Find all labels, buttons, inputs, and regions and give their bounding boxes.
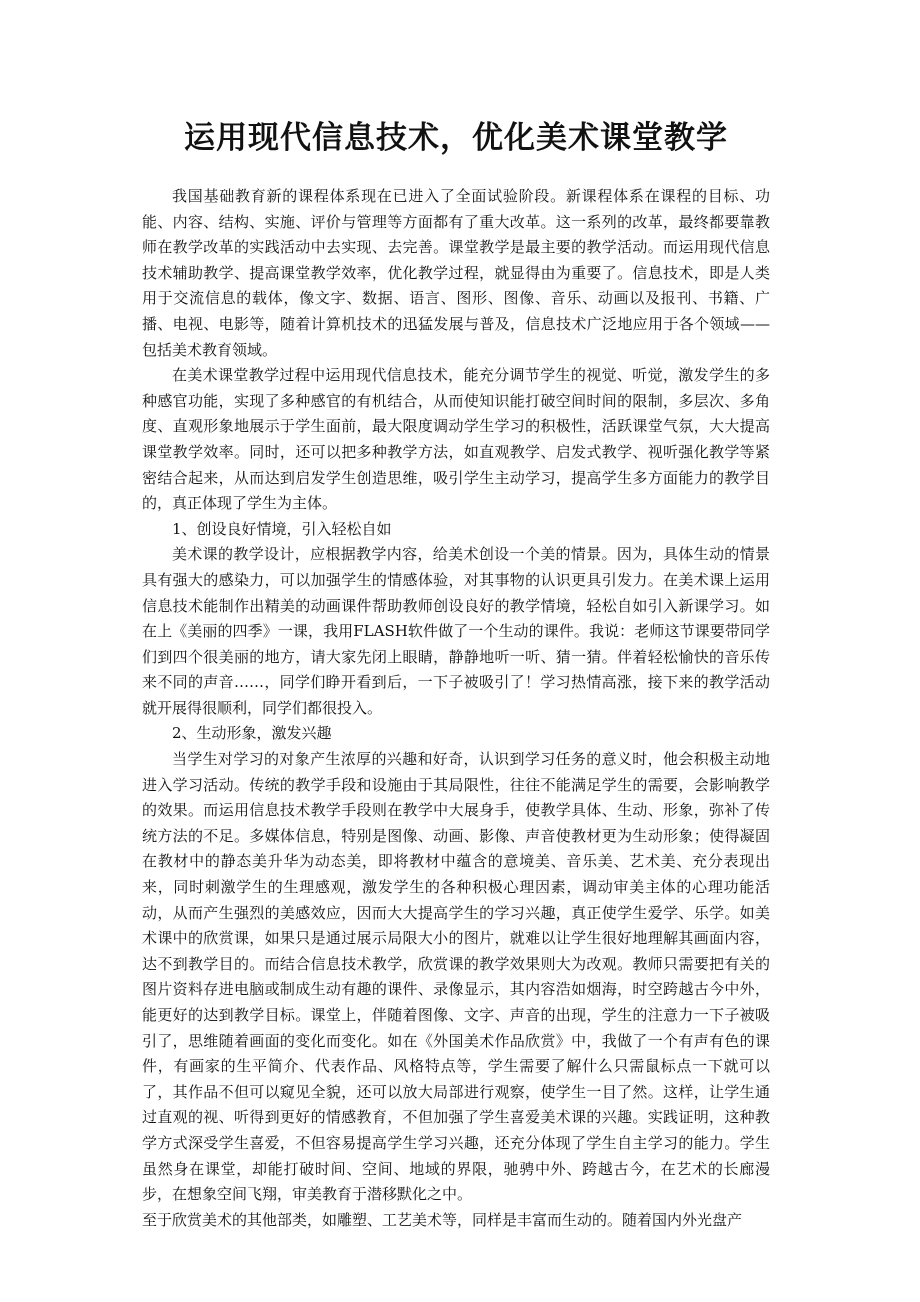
paragraph-intro: 我国基础教育新的课程体系现在已进入了全面试验阶段。新课程体系在课程的目标、功能、内容、结构、实施、评价与管理等方面都有了重大改革。这一系列的改革，最终都要靠教师在教学改革的实践活动中去实现、去完善。课堂教学是最主要的教学活动。而运用现代信息技术辅助教学、提高课堂教学效率，优化教学过程，就显得由为重要了。信息技术，即是人类用于交流信息的载体，像文字、数据、语言、图形、图像、音乐、动画以及报刊、书籍、广播、电视、电影等，随着计算机技术的迅猛发展与普及，信息技术广泛地应用于各个领域——包括美术教育领域。 [142, 187, 770, 359]
paragraph-section-2: 当学生对学习的对象产生浓厚的兴趣和好奇，认识到学习任务的意义时，他会积极主动地进入学习活动。传统的教学手段和设施由于其局限性，往往不能满足学生的需要，会影响教学的效果。而运用信息技术教学手段则在教学中大展身手，使教学具体、生动、形象，弥补了传统方法的不足。多媒体信息，特别是图像、动画、影像、声音使教材更为生动形象；使得凝固在教材中的静态美升华为动态美，即将教材中蕴含的意境美、音乐美、艺术美、充分表现出来，同时刺激学生的生理感观，激发学生的各种积极心理因素，调动审美主体的心理功能活动，从而产生强烈的美感效应，因而大大提高学生的学习兴趣，真正使学生爱学、乐学。如美术课中的欣赏课，如果只是通过展示局限大小的图片，就难以让学生很好地理解其画面内容，达不到教学目的。而结合信息技术教学，欣赏课的教学效果则大为改观。教师只需要把有关的图片资料存进电脑或制成生动有趣的课件、录像显示，其内容浩如烟海，时空跨越古今中外，能更好的达到教学目标。课堂上，伴随着图像、文字、声音的出现，学生的注意力一下子被吸引了，思维随着画面的变化而变化。如在《外国美术作品欣赏》中，我做了一个有声有色的课件，有画家的生平简介、代表作品、风格特点等，学生需要了解什么只需鼠标点一下就可以了，其作品不但可以窥见全貌，还可以放大局部进行观察，使学生一目了然。这样，让学生通过直观的视、听得到更好的情感教育，不但加强了学生喜爱美术课的兴趣。实践证明，这种教学方式深受学生喜爱，不但容易提高学生学习兴趣，还充分体现了学生自主学习的能力。学生虽然身在课堂，却能打破时间、空间、地域的界限，驰骋中外、跨越古今，在艺术的长廊漫步，在想象空间飞翔，审美教育于潜移默化之中。 [142, 750, 770, 1204]
document-body [142, 184, 770, 1233]
paragraph-benefits: 在美术课堂教学过程中运用现代信息技术，能充分调节学生的视觉、听觉，激发学生的多种感官功能，实现了多种感官的有机结合，从而使知识能打破空间时间的限制，多层次、多角度、直观形象地展示于学生面前，最大限度调动学生学习的积极性，活跃课堂气氛，大大提高课堂教学效率。同时，还可以把多种教学方法，如直观教学、启发式教学、视听强化教学等紧密结合起来，从而达到启发学生创造思维，吸引学生主动学习，提高学生多方面能力的教学目的，真正体现了学生为主体。 [142, 366, 770, 513]
document-title: 运用现代信息技术，优化美术课堂教学 [184, 120, 728, 156]
paragraph-section-1: 美术课的教学设计，应根据教学内容，给美术创设一个美的情景。因为，具体生动的情景具有强大的感染力，可以加强学生的情感体验，对其事物的认识更具引发力。在美术课上运用信息技术能制作出精美的动画课件帮助教师创设良好的教学情境，轻松自如引入新课学习。如在上《美丽的四季》一课，我用FLASH软件做了一个生动的课件。我说：老师这节课要带同学们到四个很美丽的地方，请大家先闭上眼睛，静静地听一听、猜一猜。伴着轻松愉快的音乐传来不同的声音……，同学们睁开看到后，一下子被吸引了！学习热情高涨，接下来的教学活动就开展得很顺利，同学们都很投入。 [142, 545, 770, 717]
section-heading-2: 2、生动形象，激发兴趣 [172, 724, 332, 743]
section-heading-1: 1、创设良好情境，引入轻松自如 [172, 519, 392, 538]
paragraph-continuation: 至于欣赏美术的其他部类，如雕塑、工艺美术等，同样是丰富而生动的。随着国内外光盘产 [142, 1210, 743, 1229]
